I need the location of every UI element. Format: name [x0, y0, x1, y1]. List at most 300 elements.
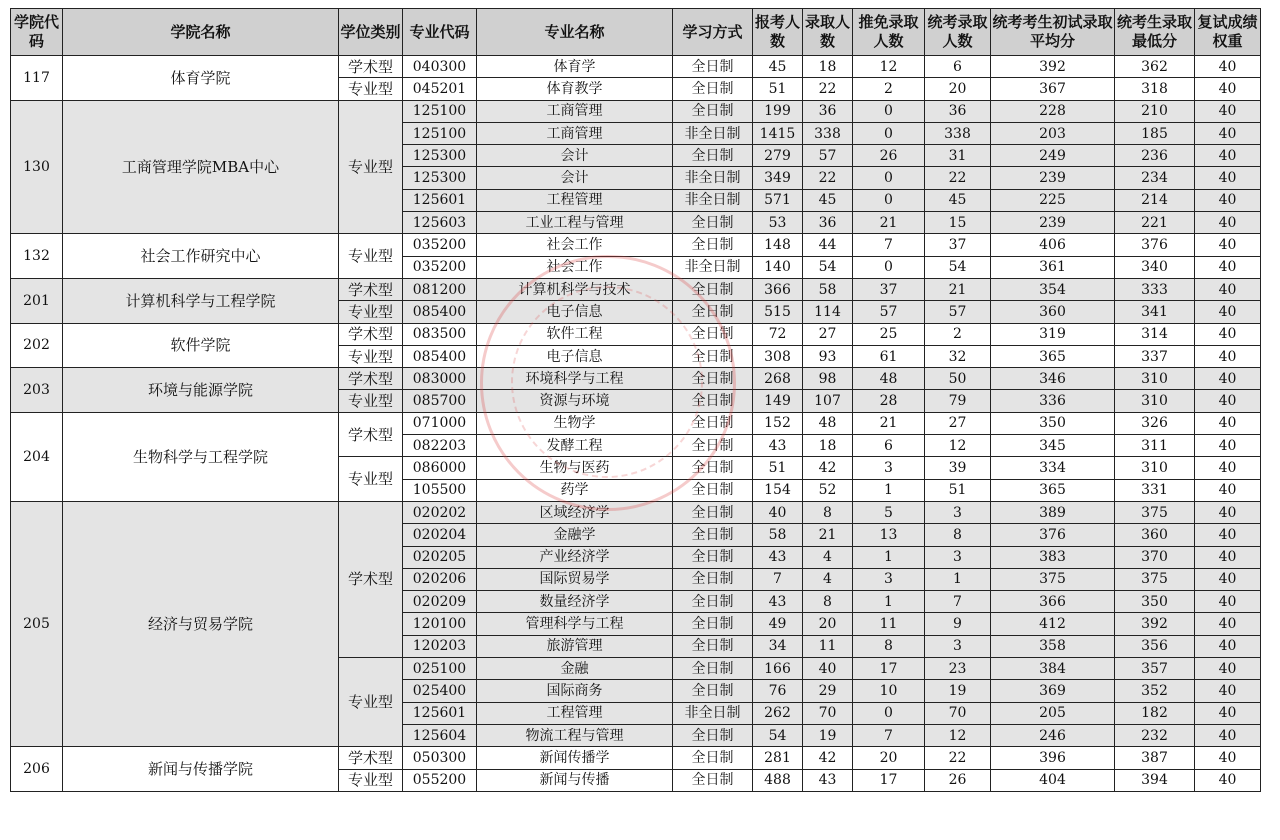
min-score: 340: [1115, 256, 1195, 278]
degree-type: 专业型: [339, 301, 403, 323]
applicants: 40: [753, 501, 803, 523]
recommended-admitted: 10: [853, 680, 925, 702]
degree-type: 学术型: [339, 501, 403, 657]
major-code: 125604: [403, 724, 477, 746]
recommended-admitted: 17: [853, 769, 925, 791]
exam-admitted: 27: [925, 412, 991, 434]
college-name: 环境与能源学院: [63, 368, 339, 413]
average-score: 396: [991, 747, 1115, 769]
retest-weight: 40: [1195, 301, 1261, 323]
exam-admitted: 36: [925, 100, 991, 122]
study-mode: 全日制: [673, 635, 753, 657]
college-code: 201: [11, 278, 63, 323]
major-name: 软件工程: [477, 323, 673, 345]
min-score: 356: [1115, 635, 1195, 657]
retest-weight: 40: [1195, 56, 1261, 78]
header-exam-admitted: 统考录取人数: [925, 9, 991, 56]
retest-weight: 40: [1195, 256, 1261, 278]
major-code: 086000: [403, 457, 477, 479]
study-mode: 全日制: [673, 278, 753, 300]
average-score: 358: [991, 635, 1115, 657]
applicants: 72: [753, 323, 803, 345]
college-code: 202: [11, 323, 63, 368]
major-name: 会计: [477, 167, 673, 189]
study-mode: 非全日制: [673, 122, 753, 144]
major-code: 083500: [403, 323, 477, 345]
applicants: 488: [753, 769, 803, 791]
study-mode: 全日制: [673, 390, 753, 412]
admitted: 52: [803, 479, 853, 501]
table-row: [11, 323, 1261, 345]
admitted: 114: [803, 301, 853, 323]
recommended-admitted: 61: [853, 345, 925, 367]
retest-weight: 40: [1195, 145, 1261, 167]
header-admitted: 录取人数: [803, 9, 853, 56]
admitted: 42: [803, 747, 853, 769]
applicants: 7: [753, 568, 803, 590]
degree-type: 专业型: [339, 345, 403, 367]
major-code: 120100: [403, 613, 477, 635]
exam-admitted: 3: [925, 635, 991, 657]
recommended-admitted: 1: [853, 479, 925, 501]
college-name: 体育学院: [63, 56, 339, 101]
degree-type: 专业型: [339, 457, 403, 502]
applicants: 166: [753, 658, 803, 680]
recommended-admitted: 1: [853, 546, 925, 568]
major-name: 资源与环境: [477, 390, 673, 412]
min-score: 182: [1115, 702, 1195, 724]
average-score: 228: [991, 100, 1115, 122]
admitted: 42: [803, 457, 853, 479]
applicants: 308: [753, 345, 803, 367]
applicants: 152: [753, 412, 803, 434]
admitted: 21: [803, 524, 853, 546]
study-mode: 全日制: [673, 457, 753, 479]
applicants: 51: [753, 457, 803, 479]
recommended-admitted: 7: [853, 234, 925, 256]
major-name: 旅游管理: [477, 635, 673, 657]
exam-admitted: 32: [925, 345, 991, 367]
recommended-admitted: 6: [853, 435, 925, 457]
retest-weight: 40: [1195, 591, 1261, 613]
table-row: [11, 234, 1261, 256]
average-score: 203: [991, 122, 1115, 144]
exam-admitted: 57: [925, 301, 991, 323]
retest-weight: 40: [1195, 212, 1261, 234]
study-mode: 全日制: [673, 524, 753, 546]
applicants: 51: [753, 78, 803, 100]
retest-weight: 40: [1195, 368, 1261, 390]
college-code: 203: [11, 368, 63, 413]
exam-admitted: 37: [925, 234, 991, 256]
major-name: 国际商务: [477, 680, 673, 702]
exam-admitted: 26: [925, 769, 991, 791]
header-major-code: 专业代码: [403, 9, 477, 56]
header-degree-type: 学位类别: [339, 9, 403, 56]
major-name: 工程管理: [477, 702, 673, 724]
min-score: 210: [1115, 100, 1195, 122]
header-applicants: 报考人数: [753, 9, 803, 56]
recommended-admitted: 0: [853, 122, 925, 144]
recommended-admitted: 0: [853, 100, 925, 122]
average-score: 249: [991, 145, 1115, 167]
major-name: 发酵工程: [477, 435, 673, 457]
average-score: 239: [991, 212, 1115, 234]
major-code: 081200: [403, 278, 477, 300]
recommended-admitted: 37: [853, 278, 925, 300]
recommended-admitted: 5: [853, 501, 925, 523]
exam-admitted: 31: [925, 145, 991, 167]
retest-weight: 40: [1195, 100, 1261, 122]
study-mode: 非全日制: [673, 256, 753, 278]
min-score: 333: [1115, 278, 1195, 300]
study-mode: 全日制: [673, 145, 753, 167]
retest-weight: 40: [1195, 345, 1261, 367]
study-mode: 全日制: [673, 724, 753, 746]
min-score: 375: [1115, 568, 1195, 590]
admitted: 338: [803, 122, 853, 144]
recommended-admitted: 17: [853, 658, 925, 680]
major-name: 产业经济学: [477, 546, 673, 568]
average-score: 412: [991, 613, 1115, 635]
major-name: 新闻与传播: [477, 769, 673, 791]
retest-weight: 40: [1195, 724, 1261, 746]
retest-weight: 40: [1195, 524, 1261, 546]
table-row: [11, 100, 1261, 122]
average-score: 365: [991, 345, 1115, 367]
major-code: 085400: [403, 301, 477, 323]
study-mode: 全日制: [673, 301, 753, 323]
retest-weight: 40: [1195, 635, 1261, 657]
study-mode: 非全日制: [673, 167, 753, 189]
exam-admitted: 22: [925, 747, 991, 769]
applicants: 366: [753, 278, 803, 300]
applicants: 268: [753, 368, 803, 390]
exam-admitted: 12: [925, 435, 991, 457]
major-name: 社会工作: [477, 234, 673, 256]
retest-weight: 40: [1195, 747, 1261, 769]
college-name: 生物科学与工程学院: [63, 412, 339, 501]
major-name: 药学: [477, 479, 673, 501]
average-score: 346: [991, 368, 1115, 390]
study-mode: 全日制: [673, 479, 753, 501]
major-code: 045201: [403, 78, 477, 100]
retest-weight: 40: [1195, 457, 1261, 479]
major-code: 120203: [403, 635, 477, 657]
degree-type: 学术型: [339, 412, 403, 457]
retest-weight: 40: [1195, 278, 1261, 300]
major-name: 计算机科学与技术: [477, 278, 673, 300]
degree-type: 专业型: [339, 658, 403, 747]
admitted: 8: [803, 501, 853, 523]
admission-table-wrapper: [10, 8, 1261, 792]
exam-admitted: 19: [925, 680, 991, 702]
average-score: 406: [991, 234, 1115, 256]
admitted: 70: [803, 702, 853, 724]
min-score: 236: [1115, 145, 1195, 167]
table-row: [11, 368, 1261, 390]
admitted: 29: [803, 680, 853, 702]
min-score: 234: [1115, 167, 1195, 189]
average-score: 354: [991, 278, 1115, 300]
major-code: 035200: [403, 256, 477, 278]
study-mode: 全日制: [673, 234, 753, 256]
retest-weight: 40: [1195, 613, 1261, 635]
recommended-admitted: 20: [853, 747, 925, 769]
recommended-admitted: 12: [853, 56, 925, 78]
admission-statistics-table: [10, 8, 1261, 792]
college-code: 206: [11, 747, 63, 792]
average-score: 389: [991, 501, 1115, 523]
study-mode: 全日制: [673, 747, 753, 769]
average-score: 367: [991, 78, 1115, 100]
exam-admitted: 21: [925, 278, 991, 300]
exam-admitted: 39: [925, 457, 991, 479]
admitted: 98: [803, 368, 853, 390]
average-score: 369: [991, 680, 1115, 702]
degree-type: 学术型: [339, 747, 403, 769]
min-score: 310: [1115, 390, 1195, 412]
exam-admitted: 12: [925, 724, 991, 746]
admitted: 11: [803, 635, 853, 657]
college-code: 130: [11, 100, 63, 234]
recommended-admitted: 7: [853, 724, 925, 746]
major-code: 025400: [403, 680, 477, 702]
degree-type: 学术型: [339, 323, 403, 345]
applicants: 76: [753, 680, 803, 702]
study-mode: 全日制: [673, 501, 753, 523]
header-major-name: 专业名称: [477, 9, 673, 56]
retest-weight: 40: [1195, 122, 1261, 144]
exam-admitted: 23: [925, 658, 991, 680]
applicants: 199: [753, 100, 803, 122]
college-code: 117: [11, 56, 63, 101]
major-name: 金融: [477, 658, 673, 680]
average-score: 225: [991, 189, 1115, 211]
retest-weight: 40: [1195, 501, 1261, 523]
retest-weight: 40: [1195, 702, 1261, 724]
major-name: 工商管理: [477, 100, 673, 122]
average-score: 246: [991, 724, 1115, 746]
major-name: 工程管理: [477, 189, 673, 211]
major-code: 082203: [403, 435, 477, 457]
major-name: 电子信息: [477, 345, 673, 367]
recommended-admitted: 57: [853, 301, 925, 323]
exam-admitted: 51: [925, 479, 991, 501]
major-name: 物流工程与管理: [477, 724, 673, 746]
min-score: 311: [1115, 435, 1195, 457]
retest-weight: 40: [1195, 189, 1261, 211]
major-code: 040300: [403, 56, 477, 78]
admitted: 43: [803, 769, 853, 791]
exam-admitted: 1: [925, 568, 991, 590]
admitted: 27: [803, 323, 853, 345]
applicants: 154: [753, 479, 803, 501]
study-mode: 全日制: [673, 568, 753, 590]
major-name: 工商管理: [477, 122, 673, 144]
min-score: 214: [1115, 189, 1195, 211]
min-score: 310: [1115, 368, 1195, 390]
admitted: 36: [803, 100, 853, 122]
admitted: 22: [803, 78, 853, 100]
admitted: 93: [803, 345, 853, 367]
header-average-score: 统考考生初试录取平均分: [991, 9, 1115, 56]
applicants: 349: [753, 167, 803, 189]
admitted: 40: [803, 658, 853, 680]
college-code: 204: [11, 412, 63, 501]
study-mode: 全日制: [673, 412, 753, 434]
major-name: 区域经济学: [477, 501, 673, 523]
exam-admitted: 70: [925, 702, 991, 724]
major-name: 环境科学与工程: [477, 368, 673, 390]
major-code: 125601: [403, 189, 477, 211]
study-mode: 全日制: [673, 546, 753, 568]
retest-weight: 40: [1195, 568, 1261, 590]
study-mode: 全日制: [673, 591, 753, 613]
average-score: 366: [991, 591, 1115, 613]
recommended-admitted: 0: [853, 702, 925, 724]
college-name: 工商管理学院MBA中心: [63, 100, 339, 234]
admitted: 36: [803, 212, 853, 234]
admitted: 44: [803, 234, 853, 256]
major-code: 020204: [403, 524, 477, 546]
admitted: 22: [803, 167, 853, 189]
college-name: 软件学院: [63, 323, 339, 368]
study-mode: 非全日制: [673, 702, 753, 724]
major-name: 工业工程与管理: [477, 212, 673, 234]
average-score: 384: [991, 658, 1115, 680]
min-score: 370: [1115, 546, 1195, 568]
degree-type: 专业型: [339, 100, 403, 234]
applicants: 140: [753, 256, 803, 278]
major-code: 020206: [403, 568, 477, 590]
retest-weight: 40: [1195, 78, 1261, 100]
header-recommended-admitted: 推免录取人数: [853, 9, 925, 56]
average-score: 383: [991, 546, 1115, 568]
recommended-admitted: 25: [853, 323, 925, 345]
degree-type: 学术型: [339, 56, 403, 78]
admitted: 107: [803, 390, 853, 412]
admitted: 8: [803, 591, 853, 613]
admitted: 45: [803, 189, 853, 211]
major-name: 体育教学: [477, 78, 673, 100]
average-score: 336: [991, 390, 1115, 412]
min-score: 387: [1115, 747, 1195, 769]
min-score: 357: [1115, 658, 1195, 680]
applicants: 149: [753, 390, 803, 412]
min-score: 360: [1115, 524, 1195, 546]
table-row: [11, 747, 1261, 769]
admitted: 58: [803, 278, 853, 300]
min-score: 337: [1115, 345, 1195, 367]
study-mode: 全日制: [673, 658, 753, 680]
recommended-admitted: 48: [853, 368, 925, 390]
exam-admitted: 6: [925, 56, 991, 78]
header-row: [11, 9, 1261, 56]
applicants: 43: [753, 546, 803, 568]
major-name: 新闻传播学: [477, 747, 673, 769]
applicants: 262: [753, 702, 803, 724]
admitted: 48: [803, 412, 853, 434]
exam-admitted: 79: [925, 390, 991, 412]
retest-weight: 40: [1195, 479, 1261, 501]
exam-admitted: 9: [925, 613, 991, 635]
degree-type: 学术型: [339, 278, 403, 300]
major-code: 020202: [403, 501, 477, 523]
admitted: 57: [803, 145, 853, 167]
major-code: 125300: [403, 145, 477, 167]
applicants: 49: [753, 613, 803, 635]
applicants: 54: [753, 724, 803, 746]
retest-weight: 40: [1195, 658, 1261, 680]
degree-type: 专业型: [339, 234, 403, 279]
exam-admitted: 8: [925, 524, 991, 546]
min-score: 326: [1115, 412, 1195, 434]
major-name: 管理科学与工程: [477, 613, 673, 635]
header-college-code: 学院代码: [11, 9, 63, 56]
major-code: 085700: [403, 390, 477, 412]
min-score: 314: [1115, 323, 1195, 345]
retest-weight: 40: [1195, 167, 1261, 189]
admitted: 18: [803, 56, 853, 78]
college-name: 社会工作研究中心: [63, 234, 339, 279]
college-name: 计算机科学与工程学院: [63, 278, 339, 323]
retest-weight: 40: [1195, 680, 1261, 702]
study-mode: 全日制: [673, 56, 753, 78]
major-code: 055200: [403, 769, 477, 791]
recommended-admitted: 0: [853, 167, 925, 189]
header-min-score: 统考生录取最低分: [1115, 9, 1195, 56]
applicants: 148: [753, 234, 803, 256]
recommended-admitted: 2: [853, 78, 925, 100]
retest-weight: 40: [1195, 323, 1261, 345]
college-name: 新闻与传播学院: [63, 747, 339, 792]
degree-type: 学术型: [339, 368, 403, 390]
average-score: 404: [991, 769, 1115, 791]
degree-type: 专业型: [339, 390, 403, 412]
major-code: 071000: [403, 412, 477, 434]
applicants: 53: [753, 212, 803, 234]
major-code: 085400: [403, 345, 477, 367]
college-code: 205: [11, 501, 63, 746]
applicants: 515: [753, 301, 803, 323]
major-code: 125300: [403, 167, 477, 189]
major-code: 083000: [403, 368, 477, 390]
header-study-mode: 学习方式: [673, 9, 753, 56]
recommended-admitted: 21: [853, 412, 925, 434]
major-name: 体育学: [477, 56, 673, 78]
retest-weight: 40: [1195, 412, 1261, 434]
study-mode: 全日制: [673, 78, 753, 100]
average-score: 376: [991, 524, 1115, 546]
min-score: 362: [1115, 56, 1195, 78]
recommended-admitted: 21: [853, 212, 925, 234]
average-score: 345: [991, 435, 1115, 457]
study-mode: 全日制: [673, 769, 753, 791]
average-score: 334: [991, 457, 1115, 479]
average-score: 239: [991, 167, 1115, 189]
recommended-admitted: 3: [853, 568, 925, 590]
applicants: 34: [753, 635, 803, 657]
recommended-admitted: 3: [853, 457, 925, 479]
degree-type: 专业型: [339, 769, 403, 791]
table-row: [11, 278, 1261, 300]
study-mode: 全日制: [673, 100, 753, 122]
recommended-admitted: 28: [853, 390, 925, 412]
exam-admitted: 20: [925, 78, 991, 100]
study-mode: 全日制: [673, 323, 753, 345]
degree-type: 专业型: [339, 78, 403, 100]
